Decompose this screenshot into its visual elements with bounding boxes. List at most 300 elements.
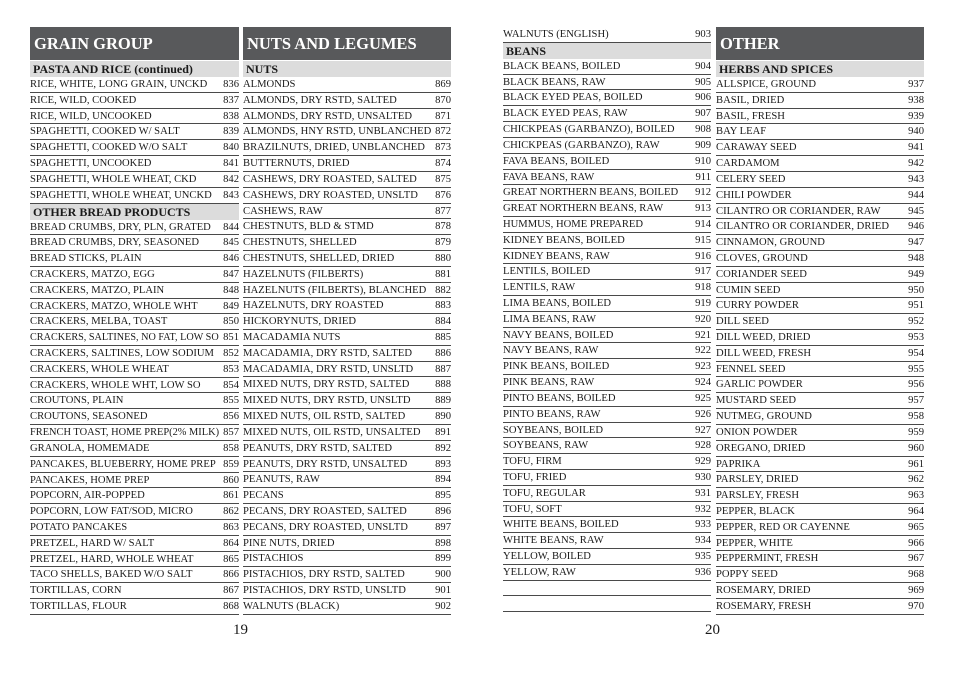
food-item-name: CUMIN SEED (716, 284, 781, 296)
food-item-name: CRACKERS, SALTINES, NO FAT, LOW SO (30, 332, 219, 344)
food-item-name: WHITE BEANS, BOILED (503, 519, 619, 531)
food-item-name: GREAT NORTHERN BEANS, BOILED (503, 187, 679, 199)
food-item-code: 969 (908, 585, 924, 596)
food-item-row (716, 346, 924, 362)
food-item-name: RICE, WHITE, LONG GRAIN, UNCKD (30, 79, 208, 90)
food-item-row (716, 362, 924, 378)
food-item-code: 839 (223, 126, 239, 138)
food-item-name: BUTTERNUTS, DRIED (243, 158, 350, 170)
food-item-code: 912 (695, 187, 711, 199)
food-item-code: 911 (695, 171, 711, 183)
food-item-row (503, 549, 711, 565)
food-item-name: CARDAMOM (716, 158, 780, 170)
food-item-row (243, 362, 451, 378)
food-item-name: CRACKERS, WHOLE WHT, LOW SO (30, 379, 201, 391)
blank-row (503, 581, 711, 597)
food-item-name: CLOVES, GROUND (716, 252, 808, 264)
food-item-code: 948 (908, 252, 924, 264)
food-item-name: HUMMUS, HOME PREPARED (503, 218, 644, 230)
food-item-name: TOFU, SOFT (503, 503, 562, 515)
food-item-name: CRACKERS, MATZO, WHOLE WHT (30, 300, 198, 312)
food-item-row (716, 536, 924, 552)
food-item-name: ROSEMARY, DRIED (716, 585, 811, 596)
food-item-name: CILANTRO OR CORIANDER, RAW (716, 205, 881, 217)
food-item-name: WALNUTS (ENGLISH) (503, 29, 609, 40)
food-item-code: 875 (435, 173, 451, 185)
food-item-name: WALNUTS (BLACK) (243, 600, 340, 612)
food-item-code: 939 (908, 110, 924, 122)
food-item-code: 926 (695, 408, 711, 420)
food-item-code: 843 (223, 189, 239, 201)
food-item-code: 951 (908, 300, 924, 312)
food-item-code: 881 (435, 268, 451, 280)
food-item-name: WHITE BEANS, RAW (503, 535, 604, 547)
food-item-code: 934 (695, 535, 711, 547)
food-item-code: 930 (695, 471, 711, 483)
food-item-code: 891 (435, 426, 451, 438)
food-item-row (243, 298, 451, 314)
food-item-code: 909 (695, 139, 711, 151)
food-item-code: 943 (908, 173, 924, 185)
food-item-name: PAPRIKA (716, 458, 761, 470)
food-item-name: RICE, WILD, UNCOOKED (30, 110, 152, 122)
page-number-right: 20 (705, 622, 720, 638)
food-item-code: 901 (435, 585, 451, 596)
food-item-code: 949 (908, 268, 924, 280)
food-item-name: HAZELNUTS (FILBERTS), BLANCHED (243, 284, 427, 296)
food-item-code: 858 (223, 442, 239, 454)
food-item-row (30, 77, 239, 93)
food-item-code: 840 (223, 142, 239, 154)
food-item-name: PINTO BEANS, BOILED (503, 392, 616, 404)
food-item-code: 854 (223, 379, 239, 391)
food-item-row (30, 299, 239, 315)
column-grain-group (30, 27, 239, 615)
food-item-code: 947 (908, 237, 924, 249)
food-item-name: PEANUTS, DRY RSTD, SALTED (243, 442, 393, 454)
food-item-row (243, 504, 451, 520)
food-item-row (243, 330, 451, 346)
food-item-row (716, 393, 924, 409)
food-item-name: MUSTARD SEED (716, 395, 797, 407)
food-item-row (243, 488, 451, 504)
food-item-name: YELLOW, BOILED (503, 551, 591, 562)
food-item-row (503, 517, 711, 533)
food-item-row (243, 441, 451, 457)
food-item-name: LENTILS, BOILED (503, 266, 591, 278)
food-item-name: FRENCH TOAST, HOME PREP(2% MILK) (30, 427, 220, 439)
food-item-row (503, 375, 711, 391)
food-item-name: PISTACHIOS, DRY RSTD, UNSLTD (243, 585, 406, 596)
food-item-name: TORTILLAS, CORN (30, 585, 122, 597)
food-item-code: 953 (908, 332, 924, 343)
food-item-name: PINK BEANS, BOILED (503, 361, 610, 373)
food-item-code: 906 (695, 92, 711, 104)
food-item-name: CRACKERS, WHOLE WHEAT (30, 363, 169, 375)
food-item-code: 946 (908, 221, 924, 233)
food-item-name: CORIANDER SEED (716, 268, 807, 280)
food-item-name: SPAGHETTI, WHOLE WHEAT, UNCKD (30, 189, 212, 201)
food-item-code: 915 (695, 234, 711, 246)
food-item-name: MACADAMIA, DRY RSTD, SALTED (243, 347, 413, 359)
food-item-name: PECANS, DRY ROASTED, SALTED (243, 505, 407, 517)
food-item-name: PANCAKES, HOME PREP (30, 474, 150, 486)
food-item-code: 853 (223, 363, 239, 375)
column-nuts-and-legumes (243, 27, 451, 615)
column-beans (503, 27, 711, 612)
food-item-name: PEANUTS, DRY RSTD, UNSALTED (243, 458, 408, 470)
food-item-name: SOYBEANS, BOILED (503, 424, 604, 436)
food-item-name: LIMA BEANS, RAW (503, 313, 597, 325)
food-item-row (30, 220, 239, 236)
food-item-row (503, 343, 711, 359)
food-item-row (243, 93, 451, 109)
food-item-name: CHILI POWDER (716, 189, 792, 201)
food-item-row (716, 204, 924, 220)
food-item-name: PECANS (243, 490, 284, 502)
food-item-row (716, 283, 924, 299)
food-item-row (716, 457, 924, 473)
food-item-name: BAY LEAF (716, 126, 767, 138)
food-item-name: PEANUTS, RAW (243, 474, 320, 486)
food-item-name: FAVA BEANS, BOILED (503, 155, 610, 167)
food-item-name: FAVA BEANS, RAW (503, 171, 595, 183)
food-item-row (503, 170, 711, 186)
food-item-name: BLACK BEANS, RAW (503, 76, 606, 88)
food-item-name: TOFU, FRIED (503, 471, 567, 483)
food-item-row (503, 201, 711, 217)
food-item-name: FENNEL SEED (716, 363, 786, 375)
food-item-row (503, 264, 711, 280)
food-item-row (243, 346, 451, 362)
food-item-code: 852 (223, 348, 239, 359)
food-item-row (30, 425, 239, 441)
food-item-code: 893 (435, 458, 451, 470)
food-item-row (243, 251, 451, 267)
food-item-row (716, 109, 924, 125)
food-item-row (716, 425, 924, 441)
food-item-code: 869 (435, 79, 451, 90)
food-item-code: 842 (223, 173, 239, 185)
food-item-row (30, 536, 239, 552)
food-item-row (716, 188, 924, 204)
food-item-name: NUTMEG, GROUND (716, 411, 812, 423)
food-item-code: 925 (695, 392, 711, 404)
food-item-row (716, 599, 924, 615)
food-item-code: 916 (695, 250, 711, 262)
food-item-code: 889 (435, 395, 451, 407)
food-item-code: 968 (908, 569, 924, 581)
food-item-row (30, 346, 239, 362)
food-item-code: 883 (435, 300, 451, 312)
food-item-name: KIDNEY BEANS, RAW (503, 250, 610, 262)
food-item-row (243, 109, 451, 125)
food-item-name: TOFU, REGULAR (503, 487, 586, 499)
food-item-name: PINK BEANS, RAW (503, 377, 595, 389)
food-item-code: 950 (908, 284, 924, 296)
food-item-row (503, 90, 711, 106)
food-item-name: BLACK EYED PEAS, BOILED (503, 92, 643, 104)
food-item-code: 907 (695, 108, 711, 120)
food-item-code: 872 (435, 126, 451, 138)
food-item-row (716, 77, 924, 93)
food-item-name: MIXED NUTS, DRY RSTD, UNSLTD (243, 395, 411, 407)
food-item-name: POTATO PANCAKES (30, 521, 128, 533)
food-item-row (716, 377, 924, 393)
food-item-name: DILL SEED (716, 316, 769, 328)
food-item-name: ALMONDS, HNY RSTD, UNBLANCHED (243, 126, 432, 138)
food-item-code: 923 (695, 361, 711, 373)
food-item-row (243, 156, 451, 172)
food-item-name: PRETZEL, HARD, WHOLE WHEAT (30, 553, 194, 565)
food-item-row (503, 280, 711, 296)
page-number-left: 19 (233, 622, 248, 638)
food-item-name: DILL WEED, DRIED (716, 332, 811, 343)
food-item-code: 918 (695, 282, 711, 294)
food-item-row (30, 473, 239, 489)
food-item-code: 863 (223, 521, 239, 533)
food-item-row (30, 520, 239, 536)
food-item-row (243, 377, 451, 393)
food-item-row (503, 407, 711, 423)
food-item-code: 929 (695, 456, 711, 468)
food-item-row (716, 520, 924, 536)
food-item-name: CASHEWS, DRY ROASTED, SALTED (243, 173, 417, 185)
food-item-code: 965 (908, 521, 924, 533)
food-item-code: 921 (695, 329, 711, 341)
food-item-name: MIXED NUTS, DRY RSTD, SALTED (243, 379, 410, 391)
food-item-row (243, 457, 451, 473)
food-item-code: 917 (695, 266, 711, 278)
food-item-code: 855 (223, 395, 239, 407)
food-item-row (30, 583, 239, 599)
food-item-name: PEPPER, RED OR CAYENNE (716, 521, 850, 533)
food-item-row (503, 138, 711, 154)
food-item-row (30, 441, 239, 457)
food-item-row (243, 219, 451, 235)
food-item-row (243, 172, 451, 188)
food-item-code: 962 (908, 474, 924, 486)
food-item-row (30, 188, 239, 204)
food-item-code: 851 (223, 332, 239, 344)
food-item-name: SOYBEANS, RAW (503, 440, 589, 452)
food-item-name: CRACKERS, SALTINES, LOW SODIUM (30, 348, 214, 359)
food-item-code: 932 (695, 503, 711, 515)
food-item-name: CRACKERS, MATZO, EGG (30, 268, 155, 280)
food-item-code: 845 (223, 237, 239, 249)
food-item-name: CRACKERS, MELBA, TOAST (30, 316, 168, 328)
food-item-name: BASIL, FRESH (716, 110, 785, 122)
food-item-code: 966 (908, 537, 924, 549)
food-item-name: BREAD STICKS, PLAIN (30, 253, 142, 265)
food-item-code: 897 (435, 521, 451, 533)
food-item-name: OREGANO, DRIED (716, 442, 806, 454)
food-item-row (503, 106, 711, 122)
food-item-row (503, 59, 711, 75)
food-item-name: HICKORYNUTS, DRIED (243, 316, 357, 328)
food-item-code: 892 (435, 442, 451, 454)
food-item-code: 885 (435, 332, 451, 343)
food-item-code: 959 (908, 426, 924, 438)
food-item-code: 960 (908, 442, 924, 454)
food-item-code: 945 (908, 205, 924, 217)
food-item-code: 957 (908, 395, 924, 407)
subsection-header: OTHER BREAD PRODUCTS (30, 204, 239, 220)
food-item-code: 867 (223, 585, 239, 597)
food-item-code: 919 (695, 298, 711, 309)
food-item-code: 896 (435, 505, 451, 517)
food-item-code: 938 (908, 94, 924, 106)
column-other (716, 27, 924, 615)
food-item-code: 928 (695, 440, 711, 452)
food-item-row (716, 172, 924, 188)
food-item-row (30, 552, 239, 568)
food-item-row (716, 93, 924, 109)
food-item-row (503, 359, 711, 375)
food-item-code: 846 (223, 253, 239, 265)
food-item-row (243, 267, 451, 283)
food-item-name: MACADAMIA NUTS (243, 332, 341, 343)
food-item-name: PISTACHIOS, DRY RSTD, SALTED (243, 569, 405, 581)
food-item-name: POPCORN, AIR-POPPED (30, 490, 145, 502)
food-item-row (716, 219, 924, 235)
food-item-code: 920 (695, 313, 711, 325)
food-item-name: CHICKPEAS (GARBANZO), BOILED (503, 124, 675, 136)
food-item-row (716, 504, 924, 520)
food-item-code: 888 (435, 379, 451, 391)
food-item-code: 936 (695, 566, 711, 578)
food-item-name: HAZELNUTS (FILBERTS) (243, 268, 364, 280)
food-item-code: 904 (695, 60, 711, 72)
food-item-row (30, 409, 239, 425)
food-item-name: CHESTNUTS, BLD & STMD (243, 221, 374, 233)
food-item-row (243, 409, 451, 425)
food-item-code: 927 (695, 424, 711, 436)
food-item-row (503, 75, 711, 91)
food-item-row (503, 233, 711, 249)
food-item-name: PANCAKES, BLUEBERRY, HOME PREP (30, 458, 216, 470)
food-item-row (30, 109, 239, 125)
food-item-row (503, 296, 711, 312)
food-item-code: 961 (908, 458, 924, 470)
food-item-row (243, 204, 451, 220)
food-item-row (503, 391, 711, 407)
food-item-row (243, 536, 451, 552)
food-item-name: ALMONDS, DRY RSTD, UNSALTED (243, 110, 413, 122)
food-item-name: CROUTONS, PLAIN (30, 395, 124, 407)
food-item-code: 887 (435, 363, 451, 375)
food-item-row (243, 393, 451, 409)
food-item-row (243, 583, 451, 599)
food-item-code: 890 (435, 411, 451, 423)
food-item-name: PEPPERMINT, FRESH (716, 553, 819, 565)
food-item-name: PARSLEY, FRESH (716, 490, 800, 502)
food-item-row (716, 267, 924, 283)
food-item-code: 914 (695, 218, 711, 230)
food-item-name: YELLOW, RAW (503, 566, 576, 578)
food-item-name: CASHEWS, RAW (243, 205, 323, 217)
food-item-row (503, 438, 711, 454)
food-item-row (716, 551, 924, 567)
food-item-row (243, 472, 451, 488)
food-item-row (716, 235, 924, 251)
section-header: GRAIN GROUP (30, 27, 239, 60)
food-item-row (243, 77, 451, 93)
food-item-name: CRACKERS, MATZO, PLAIN (30, 284, 165, 296)
food-item-code: 955 (908, 363, 924, 375)
food-item-row (30, 235, 239, 251)
food-item-name: PISTACHIOS (243, 553, 304, 565)
food-item-code: 913 (695, 203, 711, 215)
food-item-row (30, 172, 239, 188)
food-item-name: PARSLEY, DRIED (716, 474, 799, 486)
food-item-name: CINNAMON, GROUND (716, 237, 825, 249)
food-item-row (503, 454, 711, 470)
food-item-code: 933 (695, 519, 711, 531)
food-item-name: CILANTRO OR CORIANDER, DRIED (716, 221, 890, 233)
food-item-name: MACADAMIA, DRY RSTD, UNSLTD (243, 363, 414, 375)
food-item-code: 940 (908, 126, 924, 138)
subsection-header: BEANS (503, 43, 711, 59)
food-item-code: 903 (695, 29, 711, 40)
food-item-row (243, 567, 451, 583)
food-item-code: 952 (908, 316, 924, 328)
food-item-row (716, 140, 924, 156)
food-item-code: 910 (695, 155, 711, 167)
food-item-code: 877 (435, 205, 451, 217)
food-item-row (716, 567, 924, 583)
food-item-name: CELERY SEED (716, 173, 786, 185)
food-item-code: 836 (223, 79, 239, 90)
food-item-name: SPAGHETTI, COOKED W/O SALT (30, 142, 188, 154)
food-item-code: 935 (695, 551, 711, 562)
food-item-name: BREAD CRUMBS, DRY, PLN, GRATED (30, 221, 211, 233)
food-item-row (503, 565, 711, 581)
food-item-row (243, 140, 451, 156)
food-item-code: 942 (908, 158, 924, 170)
food-item-row (243, 551, 451, 567)
food-item-row (716, 298, 924, 314)
food-item-code: 850 (223, 316, 239, 328)
section-header: NUTS AND LEGUMES (243, 27, 451, 60)
food-item-code: 857 (223, 427, 239, 439)
food-item-row (30, 156, 239, 172)
food-item-name: GARLIC POWDER (716, 379, 803, 391)
food-item-name: CASHEWS, DRY ROASTED, UNSLTD (243, 189, 418, 201)
food-item-name: CHESTNUTS, SHELLED, DRIED (243, 252, 395, 264)
food-item-row (503, 502, 711, 518)
food-item-row (243, 283, 451, 299)
food-item-row (30, 567, 239, 583)
food-item-code: 963 (908, 490, 924, 502)
food-item-code: 964 (908, 505, 924, 517)
food-item-name: CROUTONS, SEASONED (30, 411, 148, 423)
food-item-name: POPPY SEED (716, 569, 778, 581)
food-item-row (503, 328, 711, 344)
food-item-row (30, 362, 239, 378)
food-item-code: 894 (435, 474, 451, 486)
food-item-name: PEPPER, BLACK (716, 505, 795, 517)
food-item-row (503, 249, 711, 265)
food-item-row (243, 124, 451, 140)
food-item-row (243, 425, 451, 441)
food-item-row (716, 488, 924, 504)
food-item-row (30, 504, 239, 520)
food-item-row (30, 267, 239, 283)
food-item-name: ALMONDS (243, 79, 296, 90)
food-item-row (243, 235, 451, 251)
food-item-name: BRAZILNUTS, DRIED, UNBLANCHED (243, 142, 425, 154)
